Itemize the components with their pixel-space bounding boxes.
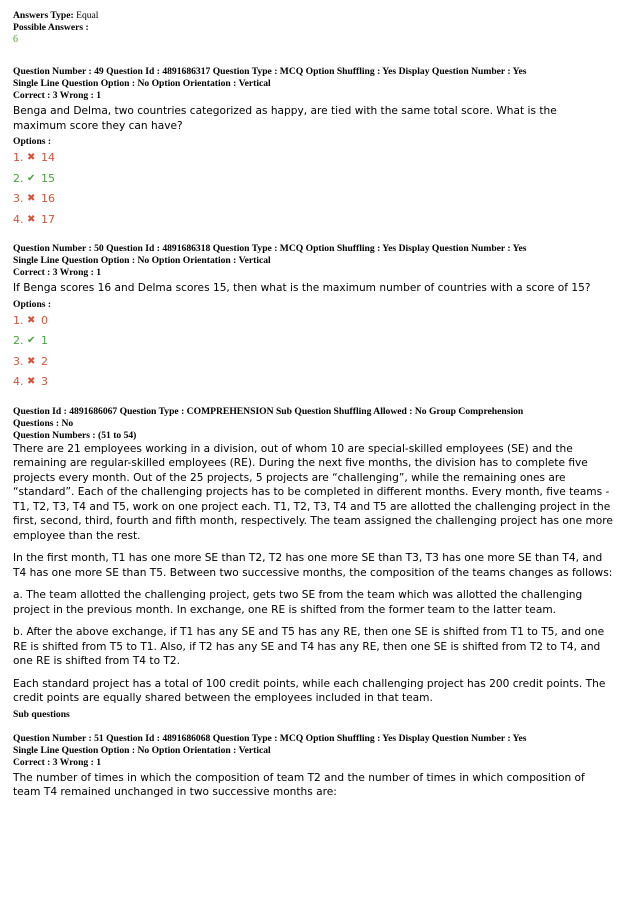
marks-info: Correct : 3 Wrong : 1 (13, 267, 102, 278)
document-page (13, 10, 613, 803)
question-meta: Question Number : 50 Question Id : 4891686318 Question Type : MCQ Option Shuffling : Yes Display Question Number : Yes (13, 243, 527, 254)
option-1: 1. ✖ 0 (13, 311, 613, 332)
wrong-icon: ✖ (27, 355, 36, 367)
question-text: If Benga scores 16 and Delma scores 15, then what is the maximum number of countries with a score of 15? (13, 282, 591, 294)
option-4: 4. ✖ 3 (13, 372, 613, 393)
correct-icon: ✔ (27, 172, 36, 184)
wrong-icon: ✖ (27, 213, 36, 225)
marks-info: Correct : 3 Wrong : 1 (13, 756, 102, 768)
wrong-icon: ✖ (27, 376, 36, 387)
question-meta: Question Number : 51 Question Id : 4891686068 Question Type : MCQ Option Shuffling : Yes Display Question Number : Yes (13, 732, 527, 744)
option-2: 2. ✔ 15 (13, 169, 613, 190)
option-3: 3. ✖ 2 (13, 352, 613, 373)
question-text: Benga and Delma, two countries categorized as happy, are tied with the same total score. What is the maximum score they can have? (13, 105, 557, 132)
wrong-icon: ✖ (27, 193, 36, 204)
comprehension-paragraph: a. The team allotted the challenging project, gets two SE from the team which was allotted the challenging project in the previous month. In exchange, one RE is shifted from the former team to the latter team. (13, 589, 583, 616)
possible-answers-value: 6 (13, 34, 18, 45)
option-1: 1. ✖ 14 (13, 148, 613, 169)
marks-info: Correct : 3 Wrong : 1 (13, 90, 102, 101)
question-text: The number of times in which the composition of team T2 and the number of times in which composition of team T4 remained unchanged in two successive months are: (13, 771, 585, 798)
question-meta-line2: Single Line Question Option : No Option Orientation : Vertical (13, 255, 271, 266)
options-label: Options : (13, 136, 52, 147)
sub-questions-label: Sub questions (13, 708, 70, 720)
question-meta-line2: Single Line Question Option : No Option Orientation : Vertical (13, 744, 271, 756)
question-49 (13, 66, 613, 230)
options-label: Options : (13, 298, 52, 310)
question-numbers-range: Question Numbers : (51 to 54) (13, 429, 137, 441)
possible-answers-label: Possible Answers : (13, 22, 89, 33)
question-meta: Question Number : 49 Question Id : 4891686317 Question Type : MCQ Option Shuffling : Yes Display Question Number : Yes (13, 66, 527, 77)
comprehension-meta-line2: Questions : No (13, 417, 74, 429)
correct-icon: ✔ (27, 335, 36, 346)
option-3: 3. ✖ 16 (13, 189, 613, 210)
comprehension-paragraph: b. After the above exchange, if T1 has any SE and T5 has any RE, then one SE is shifted from T1 to T5, and one RE is shifted from T5 to T1. Also, if T2 has any SE and T4 has any RE, then one SE is shifted from T2 to T4, and one RE is shifted from T4 to T2. (13, 626, 605, 667)
option-4: 4. ✖ 17 (13, 210, 613, 231)
question-50 (13, 243, 613, 393)
comprehension-meta: Question Id : 4891686067 Question Type : COMPREHENSION Sub Question Shuffling Allowed : No Group Comprehension (13, 405, 524, 417)
options-list (13, 311, 613, 393)
question-meta-line2: Single Line Question Option : No Option Orientation : Vertical (13, 78, 271, 89)
comprehension-paragraph: In the first month, T1 has one more SE than T2, T2 has one more SE than T3, T3 has one more SE than T4, and T4 has one more SE than T5. Between two successive months, the composition of the teams changes as follows: (13, 552, 613, 579)
option-2: 2. ✔ 1 (13, 331, 613, 352)
comprehension-block (13, 406, 613, 721)
comprehension-paragraph: There are 21 employees working in a division, out of whom 10 are special-skilled employees (SE) and the remaining are regular-skilled employees (RE). During the next five months, the division has to complete five projects every month. Out of the 25 projects, 5 projects are “challenging”, while the remaining ones are “standard”. Each of the challenging projects has to be completed in different months. Every month, five teams - T1, T2, T3, T4 and T5, work on one project each. T1, T2, T3, T4 and T5 are allotted the challenging project in the first, second, third, fourth and fifth month, respectively. The team assigned the challenging project has one more employee than the rest. (13, 442, 613, 542)
answers-type: Answers Type: Equal (13, 10, 99, 21)
wrong-icon: ✖ (27, 152, 36, 163)
wrong-icon: ✖ (27, 314, 36, 326)
question-51 (13, 733, 613, 800)
options-list (13, 148, 613, 230)
comprehension-paragraph: Each standard project has a total of 100 credit points, while each challenging project has 200 credit points. The credit points are equally shared between the employees included in that team. (13, 677, 606, 704)
